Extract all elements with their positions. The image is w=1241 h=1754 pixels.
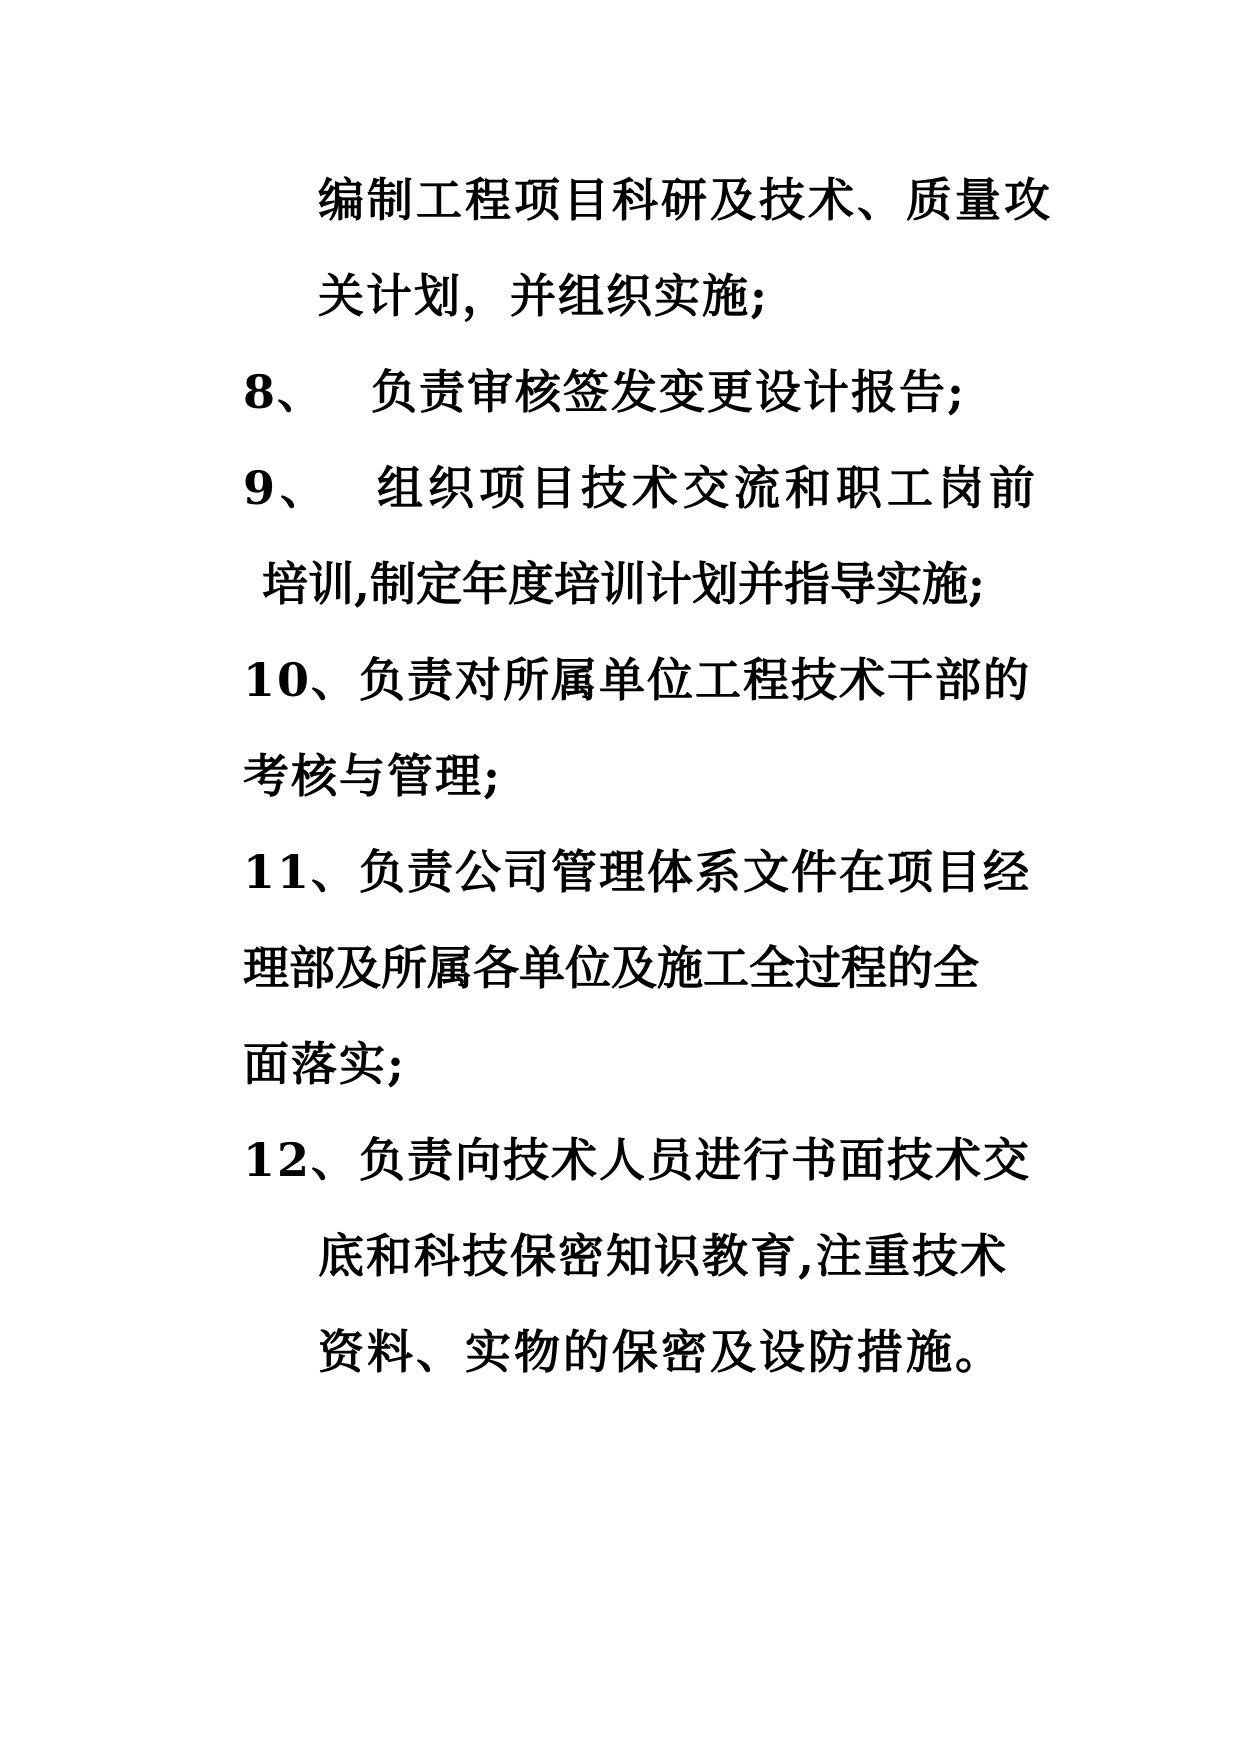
list-item-8 — [243, 362, 966, 422]
text-line-2 — [318, 266, 769, 326]
line-text: 负责对所属单位工程技术干部的 — [359, 653, 1032, 707]
text-line-1 — [318, 170, 1053, 230]
text-line-9 — [243, 938, 979, 998]
line-text: 编制工程项目科研及技术、质量攻 — [318, 173, 1053, 227]
item-number: 12、 — [243, 1133, 360, 1187]
text-line-12 — [318, 1226, 1008, 1286]
line-text: 关计划，并组织实施; — [318, 269, 769, 323]
line-text: 培训,制定年度培训计划并指导实施; — [262, 557, 985, 611]
text-line-5 — [262, 554, 985, 614]
item-number: 9、 — [243, 461, 332, 515]
text-line-13 — [318, 1322, 1004, 1382]
line-text: 理部及所属各单位及施工全过程的全 — [243, 941, 979, 995]
line-text: 组织项目技术交流和职工岗前 — [377, 461, 1041, 515]
line-text: 资料、实物的保密及设防措施。 — [318, 1325, 1004, 1379]
line-text: 负责审核签发变更设计报告; — [371, 365, 966, 419]
line-text: 面落实; — [243, 1037, 406, 1091]
list-item-11 — [243, 842, 1031, 902]
list-item-9 — [243, 458, 1040, 518]
text-line-10 — [243, 1034, 406, 1094]
text-line-7 — [243, 746, 502, 806]
line-text: 负责向技术人员进行书面技术交 — [359, 1133, 1032, 1187]
item-number: 8、 — [243, 365, 326, 419]
line-text: 考核与管理; — [243, 749, 502, 803]
line-text: 底和科技保密知识教育,注重技术 — [318, 1229, 1009, 1283]
line-text: 负责公司管理体系文件在项目经 — [359, 845, 1032, 899]
item-number: 11、 — [243, 845, 360, 899]
list-item-12 — [243, 1130, 1031, 1190]
item-number: 10、 — [243, 653, 360, 707]
list-item-10 — [243, 650, 1031, 710]
